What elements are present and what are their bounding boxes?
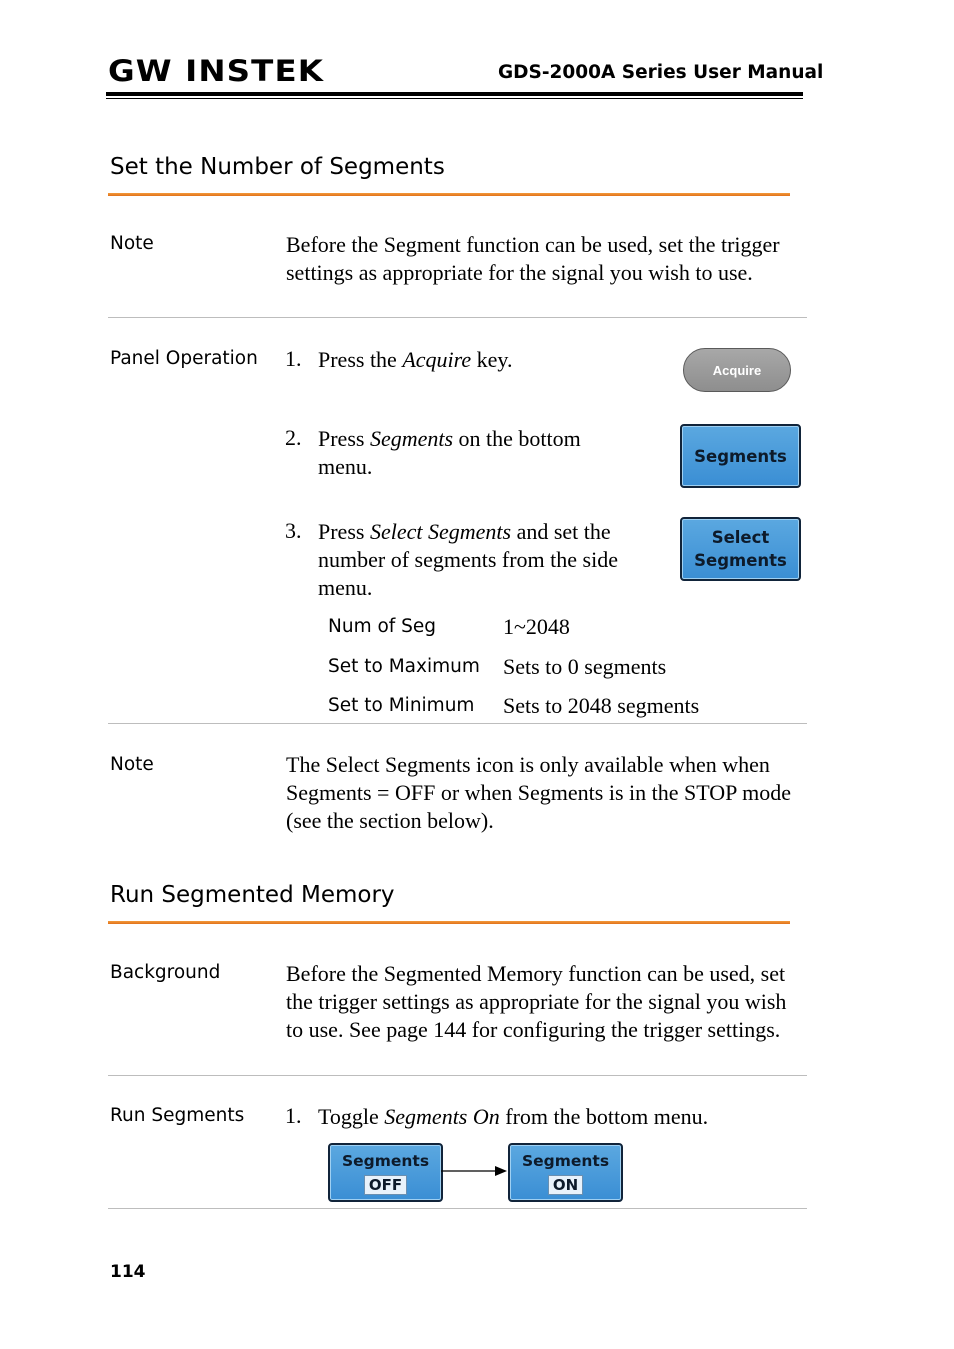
divider xyxy=(108,723,807,724)
arrow-right-icon xyxy=(441,1163,509,1179)
step-1-text: Press the Acquire key. xyxy=(318,347,513,372)
table-label: Set to Maximum xyxy=(328,656,480,677)
section-title-run-segmented-memory: Run Segmented Memory xyxy=(110,882,395,908)
section-underline xyxy=(108,193,790,196)
divider xyxy=(108,317,807,318)
section-title-set-number-of-segments: Set the Number of Segments xyxy=(110,154,445,180)
background-text: Before the Segmented Memory function can be used, set the trigger settings as appropriate for the signal you wish to use. See page 144 for configuring the trigger settings. xyxy=(286,961,787,1042)
panel-operation-label: Panel Operation xyxy=(110,348,258,369)
step-2-text: Press Segments on the bottom menu. xyxy=(318,426,581,479)
note-text: Before the Segment function can be used, set the trigger settings as appropriate for the signal you wish to use. xyxy=(286,232,780,285)
segments-off-button[interactable]: Segments OFF xyxy=(328,1143,443,1202)
note-label: Note xyxy=(110,754,154,775)
step-number: 1. xyxy=(285,1103,302,1128)
select-segments-button[interactable]: Select Segments xyxy=(680,517,801,581)
step-number: 1. xyxy=(285,346,302,371)
table-value: 1~2048 xyxy=(503,614,570,639)
state-badge-on: ON xyxy=(548,1175,583,1195)
segments-on-button[interactable]: Segments ON xyxy=(508,1143,623,1202)
segments-menu-button[interactable]: Segments xyxy=(680,424,801,488)
run-step-text: Toggle Segments On from the bottom menu. xyxy=(318,1104,709,1129)
brand-logo: GW INSTEK xyxy=(108,54,325,88)
state-badge-off: OFF xyxy=(364,1175,407,1195)
manual-title: GDS-2000A Series User Manual xyxy=(498,62,824,83)
header-rule xyxy=(106,92,803,96)
header-rule-thin xyxy=(106,98,803,99)
note-text: The Select Segments icon is only available when when Segments = OFF or when Segments is in the STOP mode (see the section below). xyxy=(286,752,791,833)
step-3-text: Press Select Segments and set the number of segments from the side menu. xyxy=(318,519,618,600)
table-label: Set to Minimum xyxy=(328,695,475,716)
page-number: 114 xyxy=(110,1262,146,1282)
acquire-key-button[interactable]: Acquire xyxy=(683,348,791,392)
note-label: Note xyxy=(110,233,154,254)
run-segments-label: Run Segments xyxy=(110,1105,245,1126)
step-number: 3. xyxy=(285,518,302,543)
divider xyxy=(108,1075,807,1076)
step-number: 2. xyxy=(285,425,302,450)
table-label: Num of Seg xyxy=(328,616,437,637)
background-label: Background xyxy=(110,962,221,983)
divider xyxy=(108,1208,807,1209)
table-value: Sets to 0 segments xyxy=(503,654,667,679)
table-value: Sets to 2048 segments xyxy=(503,693,700,718)
section-underline xyxy=(108,921,790,924)
